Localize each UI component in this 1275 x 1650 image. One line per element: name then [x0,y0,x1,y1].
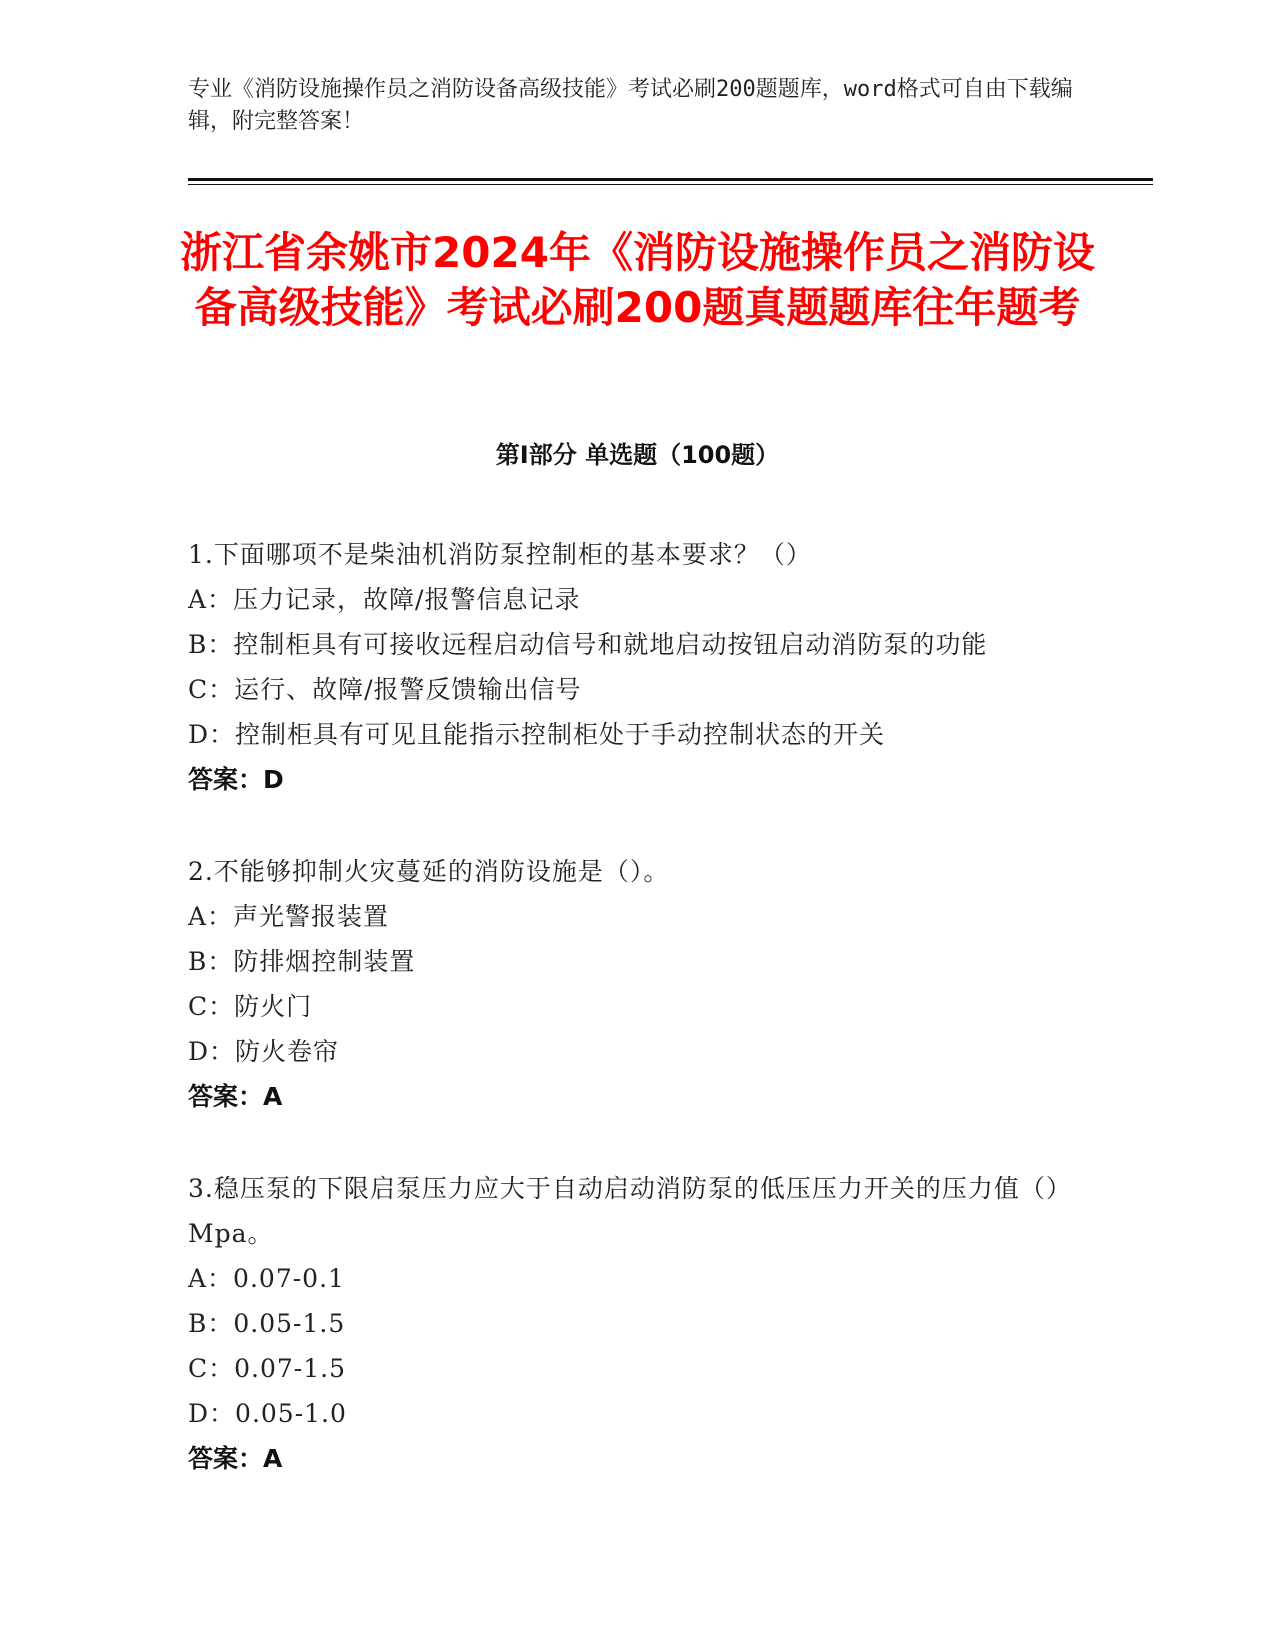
question-option-d: D：0.05-1.0 [188,1399,347,1428]
question-stem: 3.稳压泵的下限启泵压力应大于自动启动消防泵的低压压力开关的压力值（）Mpa。 [188,1174,1072,1248]
question-option-b: B：控制柜具有可接收远程启动信号和就地启动按钮启动消防泵的功能 [188,630,988,659]
section-title: 第I部分 单选题（100题） [495,441,780,469]
header-divider-thin [188,184,1153,185]
question-list [188,532,1088,1528]
question-answer: 答案：A [188,1082,283,1111]
question-answer: 答案：A [188,1444,283,1473]
question-stem: 2.不能够抑制火灾蔓延的消防设施是（）。 [188,857,670,886]
question-item-1 [188,532,1088,802]
question-stem: 1.下面哪项不是柴油机消防泵控制柜的基本要求？（） [188,540,812,569]
question-option-d: D：防火卷帘 [188,1037,340,1066]
question-option-a: A：压力记录，故障/报警信息记录 [188,585,581,614]
header-note: 专业《消防设施操作员之消防设备高级技能》考试必刷200题题库，word格式可自由下载编辑，附完整答案！ [188,77,1073,134]
question-option-c: C：0.07-1.5 [188,1354,346,1383]
header-divider-thick [188,178,1153,181]
question-option-a: A：声光警报装置 [188,902,390,931]
question-item-2 [188,849,1088,1119]
question-item-3 [188,1166,1088,1481]
question-answer: 答案：D [188,765,284,794]
question-option-b: B：0.05-1.5 [188,1309,346,1338]
question-option-d: D：控制柜具有可见且能指示控制柜处于手动控制状态的开关 [188,720,886,749]
question-option-c: C：运行、故障/报警反馈输出信号 [188,675,582,704]
document-title: 浙江省余姚市2024年《消防设施操作员之消防设备高级技能》考试必刷200题真题题库往年题考 [180,228,1095,332]
question-option-c: C：防火门 [188,992,313,1021]
question-option-a: A：0.07-0.1 [188,1264,345,1293]
question-option-b: B：防排烟控制装置 [188,947,416,976]
